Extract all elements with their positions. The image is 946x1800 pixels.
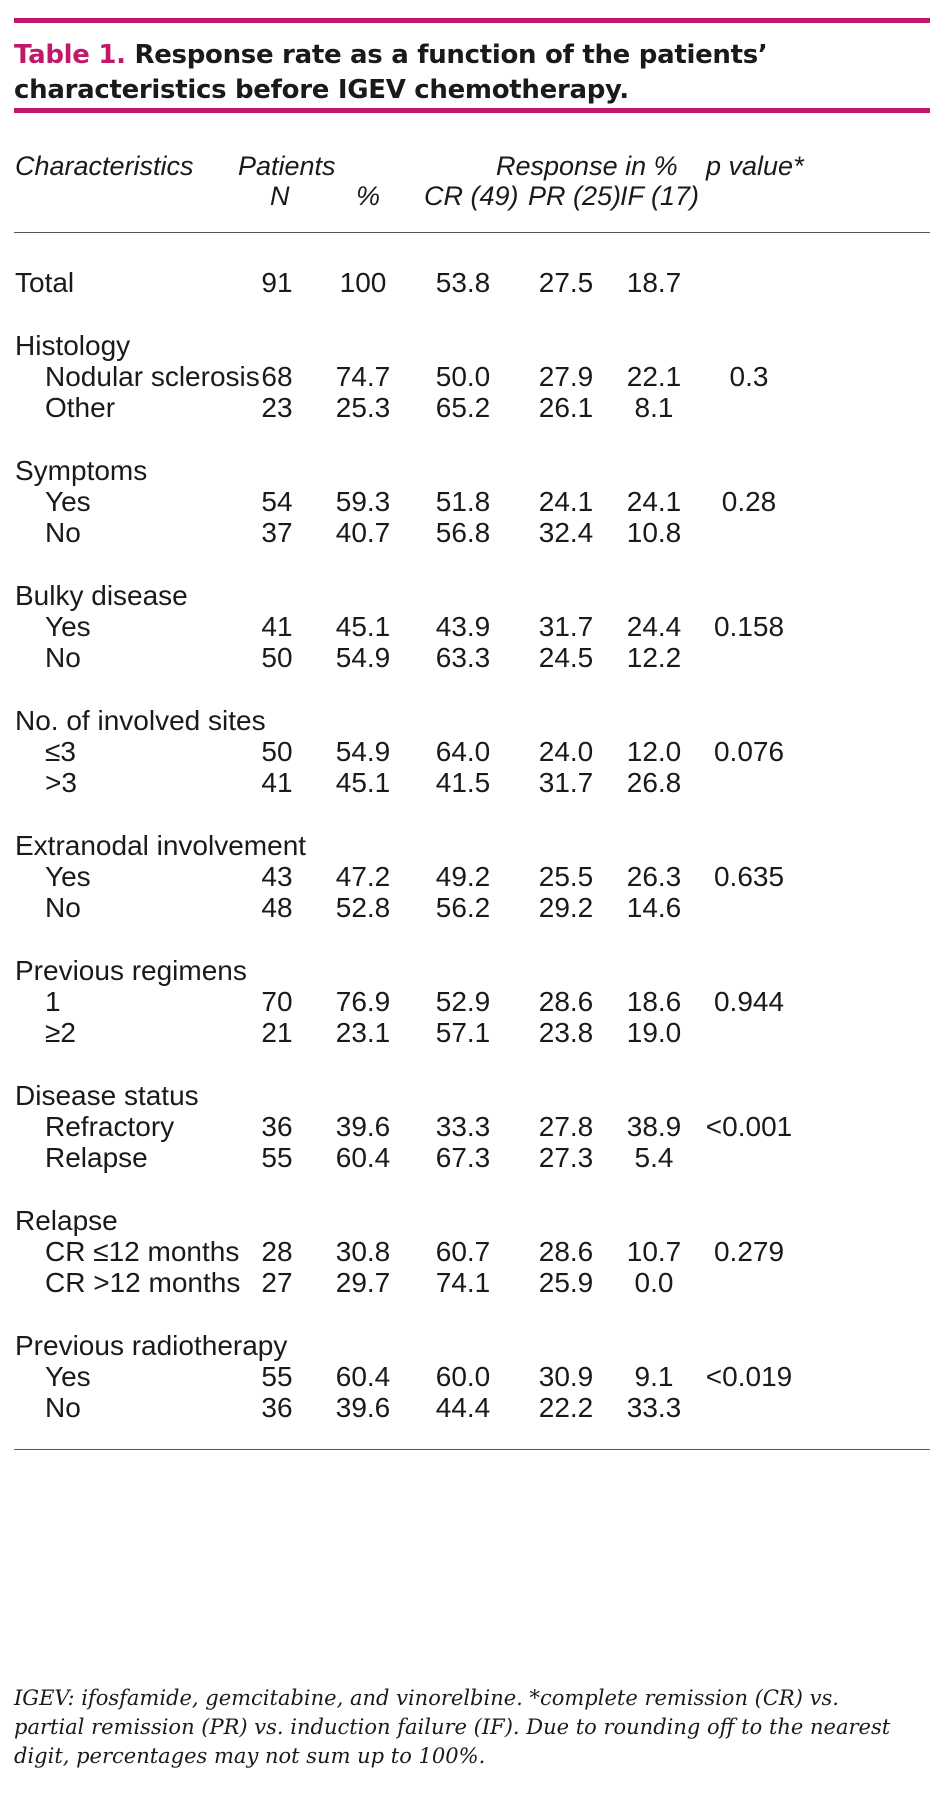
header-characteristics: Characteristics [15, 151, 194, 181]
cell-cr: 50.0 [435, 361, 491, 392]
cell-percent: 47.2 [335, 861, 391, 892]
table-row [0, 515, 946, 551]
cell-percent: 60.4 [335, 1361, 391, 1392]
row-label: 1 [45, 986, 61, 1017]
cell-percent: 25.3 [335, 392, 391, 423]
row-label: Refractory [45, 1111, 175, 1142]
row-label: Other [45, 392, 116, 423]
cell-if: 22.1 [626, 361, 682, 392]
cell-p-value: <0.019 [705, 1361, 793, 1392]
cell-n: 68 [261, 361, 293, 392]
cell-n: 55 [261, 1142, 293, 1173]
cell-p-value: 0.635 [713, 861, 785, 892]
group-label: No. of involved sites [15, 705, 266, 736]
cell-n: 36 [261, 1111, 293, 1142]
cell-cr: 43.9 [435, 611, 491, 642]
cell-percent: 29.7 [335, 1267, 391, 1298]
cell-cr: 60.0 [435, 1361, 491, 1392]
table-footnote: IGEV: ifosfamide, gemcitabine, and vinorelbine. *complete remission (CR) vs. partial remission (PR) vs. induction failure (IF). Due to rounding off to the nearest digit, percentages may not sum up to 100%. [14, 1686, 891, 1768]
row-label: Nodular sclerosis [45, 361, 260, 392]
cell-n: 21 [261, 1017, 293, 1048]
cell-pr: 23.8 [538, 1017, 594, 1048]
table-row [0, 1140, 946, 1176]
cell-n: 50 [261, 736, 293, 767]
cell-pr: 24.5 [538, 642, 594, 673]
table-row [0, 1390, 946, 1426]
cell-percent: 30.8 [335, 1236, 391, 1267]
cell-p-value: 0.3 [729, 361, 769, 392]
cell-percent: 40.7 [335, 517, 391, 548]
cell-cr: 51.8 [435, 486, 491, 517]
row-label: Yes [45, 1361, 91, 1392]
cell-if: 18.6 [626, 986, 682, 1017]
row-label: CR ≤12 months [45, 1236, 240, 1267]
cell-n: 43 [261, 861, 293, 892]
header-p-value: p value* [706, 151, 804, 181]
group-label: Histology [15, 330, 131, 361]
cell-percent: 74.7 [335, 361, 391, 392]
cell-p-value: 0.076 [713, 736, 785, 767]
cell-pr: 22.2 [538, 1392, 594, 1423]
row-label: >3 [45, 767, 77, 798]
cell-p-value: 0.944 [713, 986, 785, 1017]
cell-pr: 24.1 [538, 486, 594, 517]
cell-cr: 64.0 [435, 736, 491, 767]
row-label: ≤3 [45, 736, 76, 767]
cell-if: 14.6 [626, 892, 682, 923]
row-label: Yes [45, 611, 91, 642]
cell-percent: 60.4 [335, 1142, 391, 1173]
cell-if: 9.1 [634, 1361, 674, 1392]
cell-pr: 32.4 [538, 517, 594, 548]
cell-cr: 52.9 [435, 986, 491, 1017]
cell-if: 18.7 [626, 267, 682, 298]
cell-pr: 29.2 [538, 892, 594, 923]
group-label: Extranodal involvement [15, 830, 307, 861]
table-row [0, 890, 946, 926]
cell-pr: 25.5 [538, 861, 594, 892]
row-label: No [45, 642, 81, 673]
cell-n: 36 [261, 1392, 293, 1423]
cell-percent: 39.6 [335, 1392, 391, 1423]
cell-cr: 56.8 [435, 517, 491, 548]
table-caption-label: Table 1. [14, 40, 126, 70]
caption-accent-rule [14, 108, 930, 113]
row-label: Yes [45, 861, 91, 892]
cell-n: 54 [261, 486, 293, 517]
cell-if: 12.0 [626, 736, 682, 767]
row-label: Yes [45, 486, 91, 517]
cell-if: 24.1 [626, 486, 682, 517]
cell-if: 8.1 [634, 392, 674, 423]
cell-pr: 30.9 [538, 1361, 594, 1392]
cell-if: 10.8 [626, 517, 682, 548]
row-label: No [45, 892, 81, 923]
cell-pr: 27.3 [538, 1142, 594, 1173]
cell-n: 48 [261, 892, 293, 923]
cell-percent: 45.1 [335, 767, 391, 798]
row-label: ≥2 [45, 1017, 76, 1048]
cell-pr: 28.6 [538, 1236, 594, 1267]
header-pr: PR (25) [528, 181, 622, 211]
cell-if: 33.3 [626, 1392, 682, 1423]
cell-cr: 63.3 [435, 642, 491, 673]
header-patients: Patients [238, 151, 336, 181]
table-row [0, 640, 946, 676]
cell-pr: 26.1 [538, 392, 594, 423]
cell-n: 91 [261, 267, 293, 298]
group-label: Previous regimens [15, 955, 247, 986]
cell-pr: 31.7 [538, 611, 594, 642]
group-label: Disease status [15, 1080, 199, 1111]
cell-if: 10.7 [626, 1236, 682, 1267]
cell-n: 37 [261, 517, 293, 548]
header-cr: CR (49) [424, 181, 519, 211]
table-caption [14, 38, 934, 108]
cell-if: 26.3 [626, 861, 682, 892]
cell-percent: 59.3 [335, 486, 391, 517]
table-row [0, 1015, 946, 1051]
cell-percent: 23.1 [335, 1017, 391, 1048]
cell-pr: 25.9 [538, 1267, 594, 1298]
header-pct: % [356, 181, 381, 211]
cell-n: 28 [261, 1236, 293, 1267]
cell-cr: 74.1 [435, 1267, 491, 1298]
cell-if: 24.4 [626, 611, 682, 642]
group-label: Previous radiotherapy [15, 1330, 288, 1361]
cell-cr: 33.3 [435, 1111, 491, 1142]
cell-cr: 56.2 [435, 892, 491, 923]
group-label: Relapse [15, 1205, 118, 1236]
cell-pr: 27.9 [538, 361, 594, 392]
cell-percent: 45.1 [335, 611, 391, 642]
row-label: Total [15, 267, 75, 298]
cell-p-value: 0.28 [721, 486, 777, 517]
row-label: No [45, 517, 81, 548]
cell-n: 50 [261, 642, 293, 673]
cell-n: 55 [261, 1361, 293, 1392]
cell-pr: 27.8 [538, 1111, 594, 1142]
cell-n: 27 [261, 1267, 293, 1298]
footer-divider [14, 1449, 930, 1450]
cell-p-value: 0.279 [713, 1236, 785, 1267]
table-row [0, 265, 946, 301]
cell-pr: 28.6 [538, 986, 594, 1017]
group-label: Bulky disease [15, 580, 188, 611]
group-label: Symptoms [15, 455, 148, 486]
header-if: IF (17) [620, 181, 700, 211]
cell-cr: 57.1 [435, 1017, 491, 1048]
header-response: Response in % [496, 151, 678, 181]
cell-n: 70 [261, 986, 293, 1017]
cell-cr: 41.5 [435, 767, 491, 798]
cell-pr: 31.7 [538, 767, 594, 798]
cell-pr: 24.0 [538, 736, 594, 767]
cell-percent: 39.6 [335, 1111, 391, 1142]
cell-cr: 44.4 [435, 1392, 491, 1423]
table-row [0, 390, 946, 426]
table-row [0, 765, 946, 801]
row-label: No [45, 1392, 81, 1423]
cell-if: 19.0 [626, 1017, 682, 1048]
cell-percent: 54.9 [335, 736, 391, 767]
cell-cr: 67.3 [435, 1142, 491, 1173]
cell-percent: 52.8 [335, 892, 391, 923]
cell-cr: 60.7 [435, 1236, 491, 1267]
cell-n: 41 [261, 767, 293, 798]
cell-if: 38.9 [626, 1111, 682, 1142]
cell-percent: 76.9 [335, 986, 391, 1017]
cell-cr: 53.8 [435, 267, 491, 298]
cell-percent: 100 [339, 267, 387, 298]
header-divider [14, 232, 930, 233]
top-accent-rule [14, 18, 930, 23]
cell-if: 0.0 [634, 1267, 674, 1298]
cell-cr: 65.2 [435, 392, 491, 423]
cell-if: 5.4 [634, 1142, 674, 1173]
cell-n: 41 [261, 611, 293, 642]
header-n: N [270, 181, 290, 211]
table-caption-text: Response rate as a function of the patients’ characteristics before IGEV chemotherapy. [14, 40, 768, 105]
cell-if: 26.8 [626, 767, 682, 798]
cell-percent: 54.9 [335, 642, 391, 673]
cell-p-value: <0.001 [705, 1111, 793, 1142]
row-label: Relapse [45, 1142, 148, 1173]
row-label: CR >12 months [45, 1267, 241, 1298]
cell-cr: 49.2 [435, 861, 491, 892]
cell-n: 23 [261, 392, 293, 423]
cell-p-value: 0.158 [713, 611, 785, 642]
cell-pr: 27.5 [538, 267, 594, 298]
cell-if: 12.2 [626, 642, 682, 673]
table-row [0, 1265, 946, 1301]
